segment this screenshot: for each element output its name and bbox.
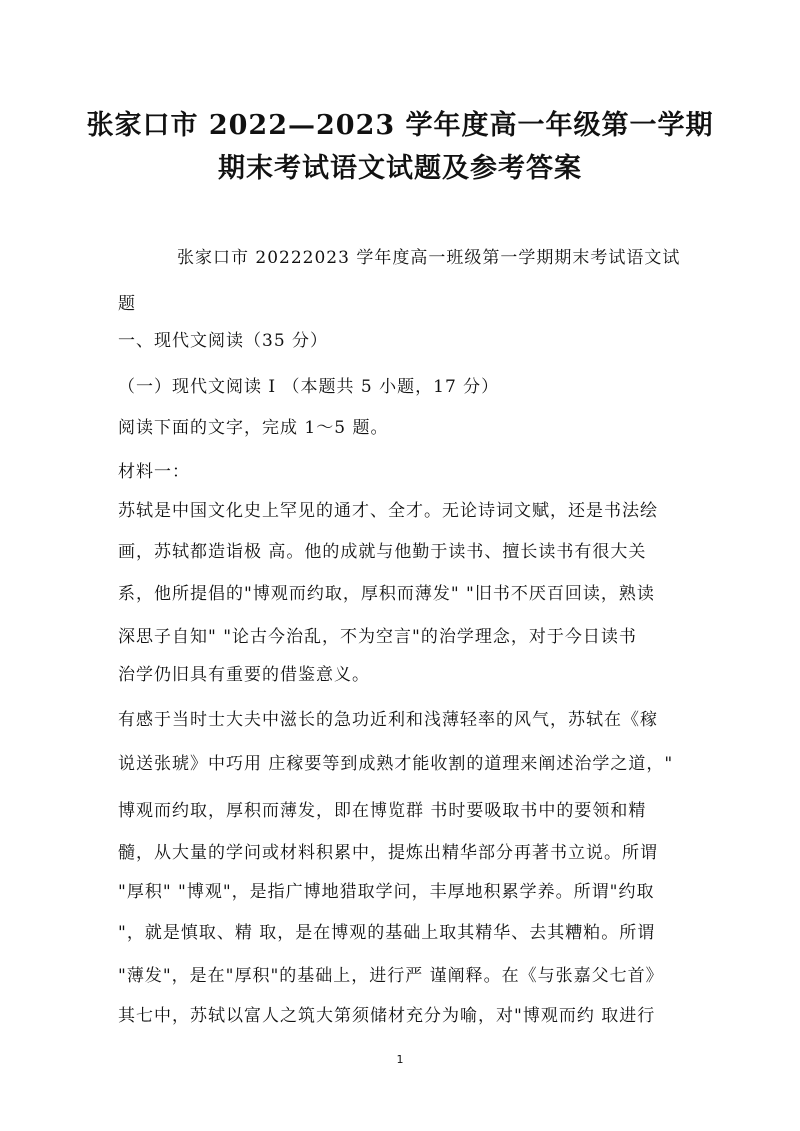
paragraph-line: 博观而约取，厚积而薄发，即在博览群 书时要吸取书中的要领和精 (118, 801, 647, 821)
paragraph-line: 髓，从大量的学问或材料积累中，提炼出精华部分再著书立说。所谓 (118, 843, 658, 863)
paragraph-line: 系，他所提倡的"博观而约取，厚积而薄发" "旧书不厌百回读，熟读 (118, 584, 655, 604)
subtitle-line: 张家口市 20222023 学年度高一班级第一学期期末考试语文试 (177, 248, 681, 268)
paragraph-line: "，就是慎取、精 取，是在博观的基础上取其精华、去其糟粕。所谓 (118, 923, 656, 943)
subtitle-continuation: 题 (118, 294, 136, 314)
paragraph-line: 苏轼是中国文化史上罕见的通才、全才。无论诗词文赋，还是书法绘 (118, 501, 658, 521)
paragraph-line: 治学仍旧具有重要的借鉴意义。 (118, 665, 370, 685)
paragraph-line: 其七中，苏轼以富人之筑大第须储材充分为喻，对"博观而约 取进行 (118, 1006, 656, 1026)
paragraph-line: 画，苏轼都造诣极 高。他的成就与他勤于读书、擅长读书有很大关 (118, 542, 647, 562)
page-number: 1 (396, 1053, 404, 1066)
subsection-heading: （一）现代文阅读 I （本题共 5 小题，17 分） (118, 377, 500, 397)
paragraph-line: "厚积" "博观"，是指广博地猎取学问，丰厚地积累学养。所谓"约取 (118, 882, 655, 902)
material-label: 材料一： (118, 462, 190, 482)
document-title-line-2: 期末考试语文试题及参考答案 (218, 153, 582, 184)
section-heading: 一、现代文阅读（35 分） (118, 331, 329, 351)
document-title-line-1: 张家口市 2022—2023 学年度高一年级第一学期 (86, 110, 714, 141)
instruction-text: 阅读下面的文字，完成 1～5 题。 (118, 418, 389, 438)
paragraph-line: 说送张琥》中巧用 庄稼要等到成熟才能收割的道理来阐述治学之道，" (118, 754, 674, 774)
paragraph-line: "薄发"，是在"厚积"的基础上，进行严 谨阐释。在《与张嘉父七首》 (118, 966, 664, 986)
paragraph-line: 深思子自知" "论古今治乱，不为空言"的治学理念，对于今日读书 (118, 627, 637, 647)
paragraph-line: 有感于当时士大夫中滋长的急功近利和浅薄轻率的风气，苏轼在《稼 (118, 710, 658, 730)
